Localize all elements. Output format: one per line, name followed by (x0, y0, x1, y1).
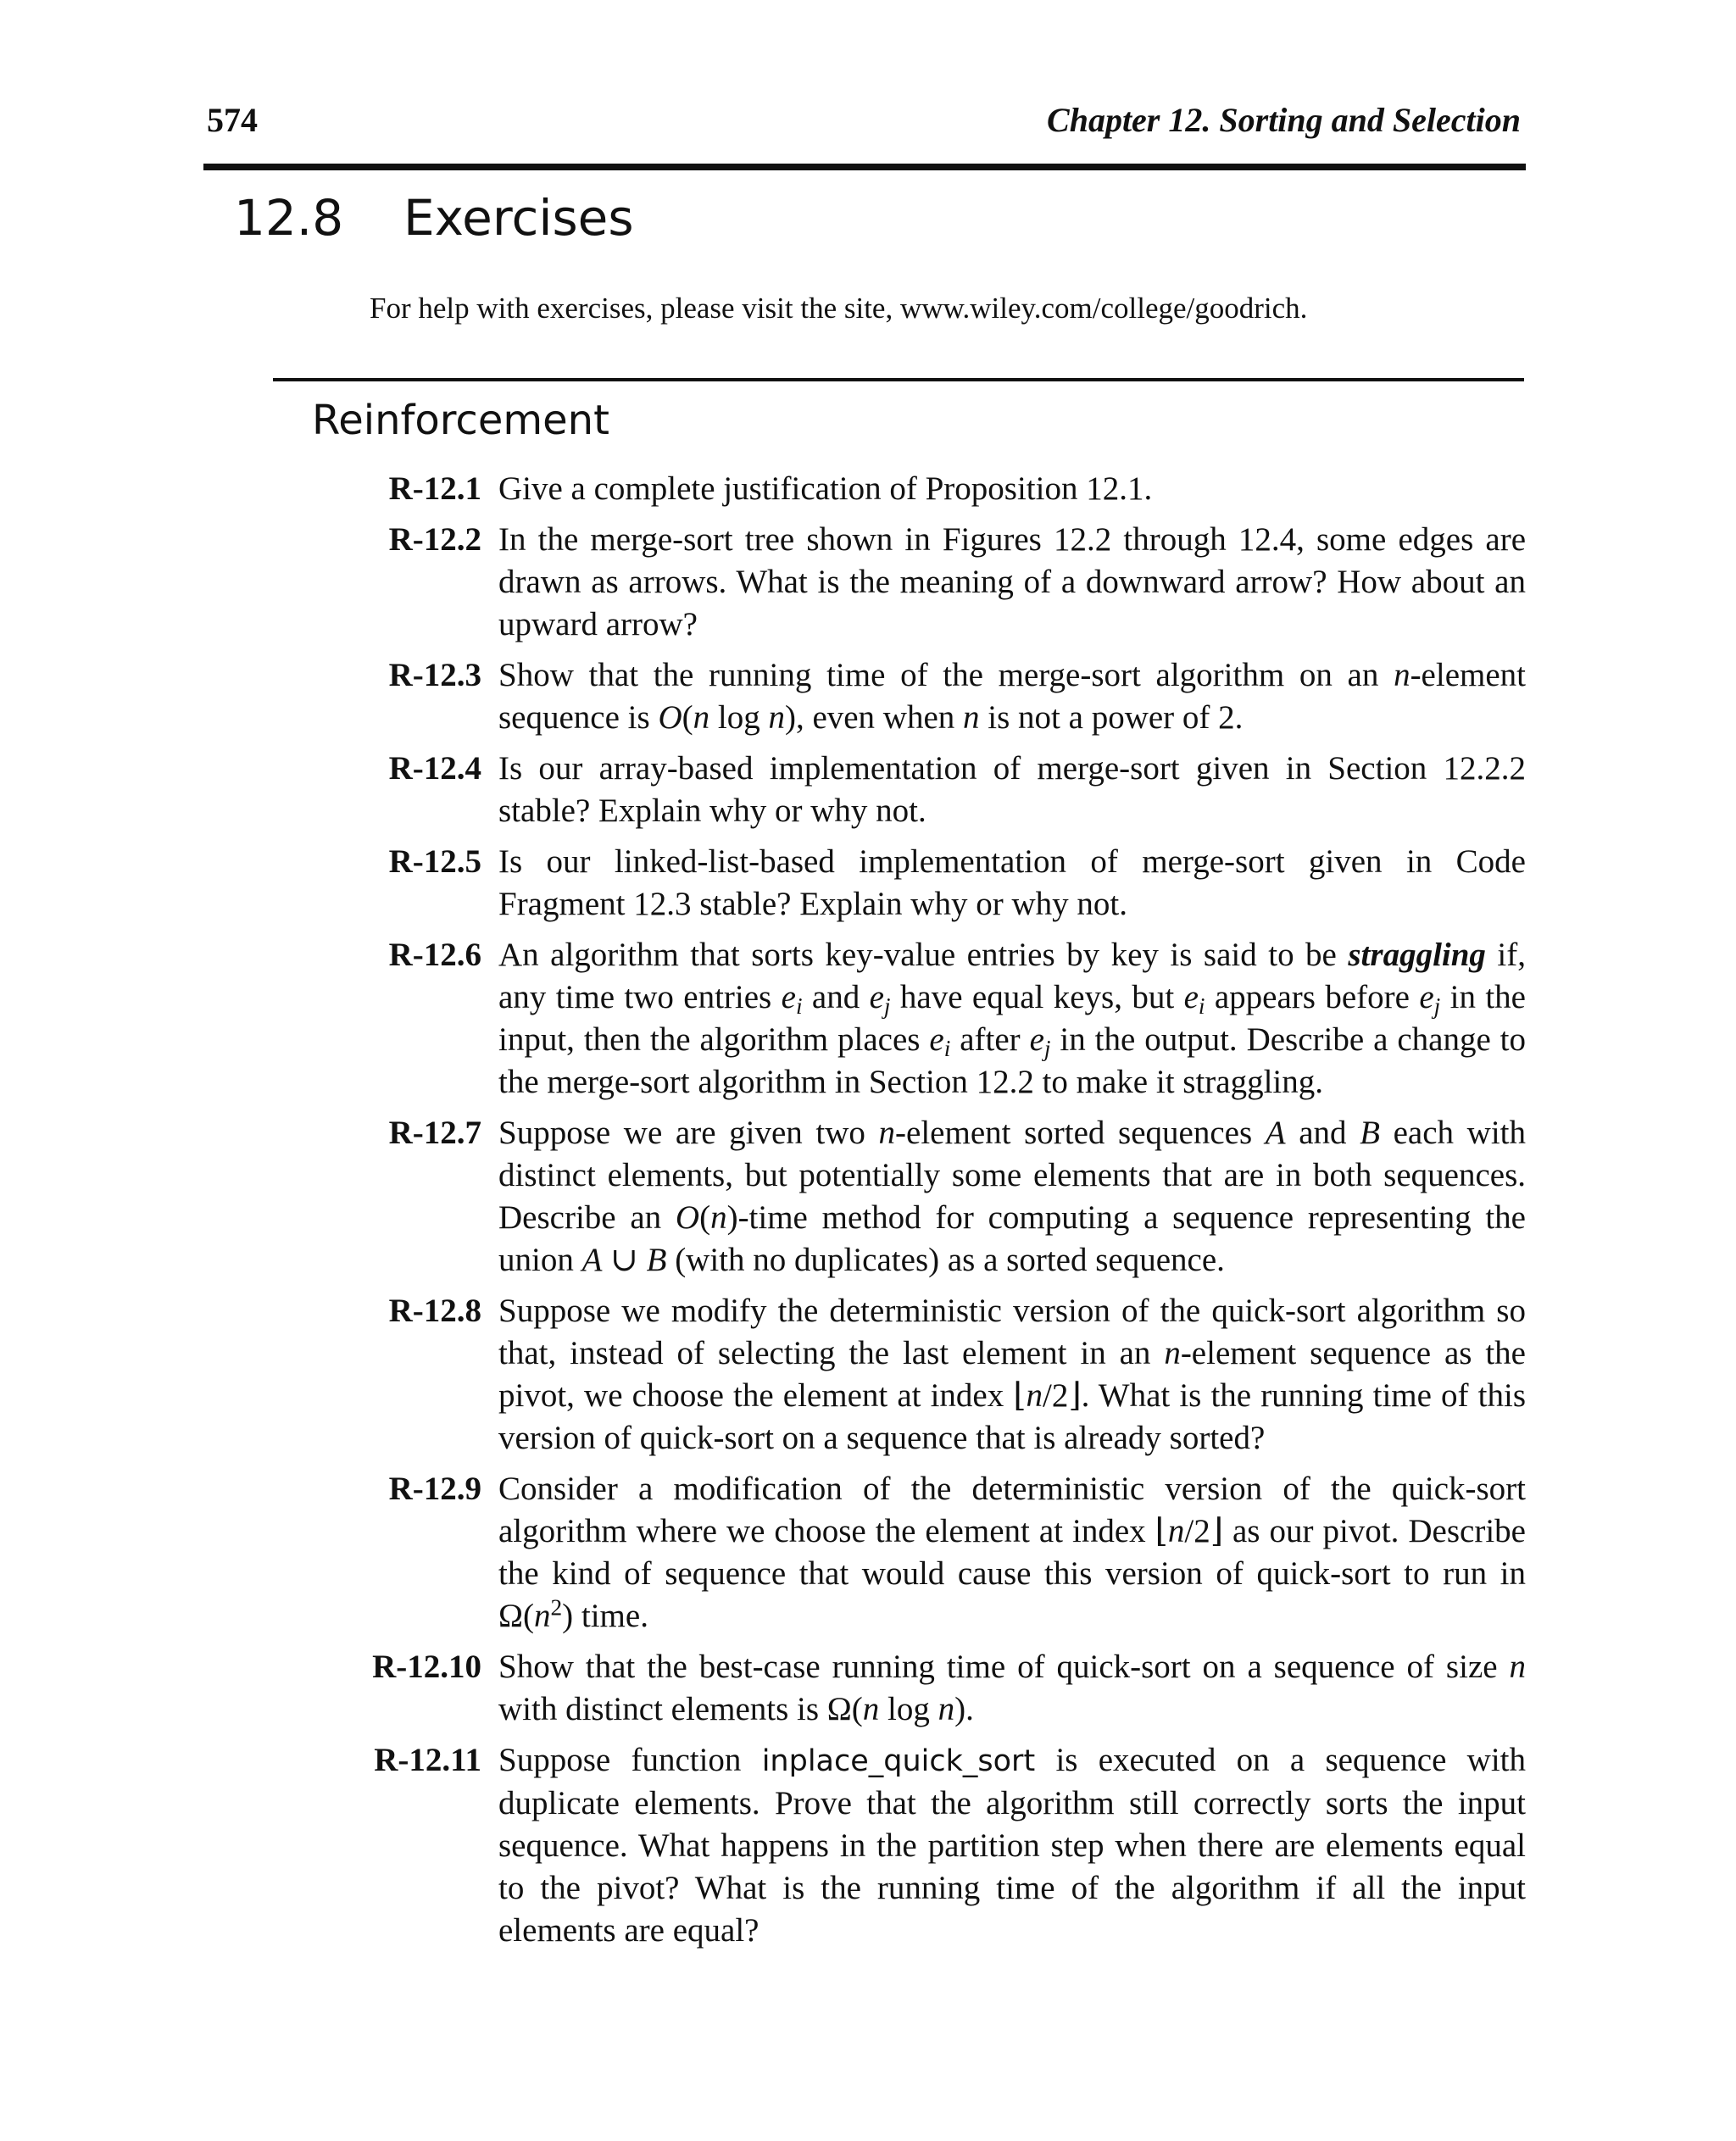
math-subscript: i (1198, 993, 1205, 1019)
math-var: n (533, 1598, 551, 1634)
exercise-text: appears before (1205, 979, 1420, 1015)
exercise-text: Show that the running time of the merge-sort algorithm on an (498, 657, 1394, 693)
math-var: n (1164, 1335, 1181, 1371)
exercise-text: after (950, 1021, 1030, 1058)
exercise-text: is executed on a sequence with duplicate elements. Prove that the algorithm still correctly sorts the input sequence. What happens in the partition step when there are elements equal to the pivot? What is the running time of the algorithm if all the input elements are equal? (498, 1742, 1526, 1949)
math-var: n (1509, 1649, 1526, 1685)
math-var: e (869, 979, 884, 1015)
section-title (234, 188, 634, 247)
math-var: n (710, 1199, 727, 1236)
exercise-text: An algorithm that sorts key-value entries by key is said to be (498, 937, 1349, 973)
math-var: n (693, 699, 710, 736)
exercise-text: Give a complete justification of Proposition 12.1. (498, 470, 1153, 507)
exercise-text: in the input, then the algorithm places (498, 979, 1526, 1058)
exercise-r-12-11 (356, 1739, 1526, 1952)
exercise-text: -element sequence as the pivot, we choose the element at index ⌊ (498, 1335, 1526, 1414)
math-var: B (646, 1242, 667, 1278)
math-subscript: j (883, 993, 891, 1019)
exercise-label: R-12.11 (374, 1742, 481, 1778)
exercise-label: R-12.5 (388, 843, 481, 880)
exercise-text: in the output. Describe a change to the merge-sort algorithm in Section 12.2 to make it straggling. (498, 1021, 1527, 1100)
exercise-text: In the merge-sort tree shown in Figures 12.2 through 12.4, some edges are drawn as arrows. What is the meaning of a downward arrow? How about an upward arrow? (498, 521, 1526, 642)
math-subscript: i (795, 993, 803, 1019)
exercise-label: R-12.3 (388, 657, 481, 693)
exercise-text: Suppose we are given two (498, 1115, 879, 1151)
exercise-r-12-1 (356, 468, 1526, 510)
math-var: e (929, 1021, 944, 1058)
exercise-text: (with no duplicates) as a sorted sequence. (666, 1242, 1225, 1278)
exercise-text: have equal keys, but (890, 979, 1184, 1015)
exercise-r-12-4 (356, 748, 1526, 832)
exercise-text: Consider a modification of the deterministic version of the quick-sort algorithm where we choose the element at index ⌊ (498, 1471, 1526, 1549)
subsection-title: Reinforcement (312, 397, 609, 444)
exercise-label: R-12.2 (388, 521, 481, 558)
exercise-text: ( (699, 1199, 711, 1236)
exercise-text: and (1285, 1115, 1360, 1151)
exercise-r-12-7 (356, 1112, 1526, 1282)
math-var: e (781, 979, 796, 1015)
math-subscript: j (1043, 1035, 1051, 1061)
math-var: n (938, 1691, 955, 1727)
math-var: n (963, 699, 980, 736)
math-var: e (1419, 979, 1434, 1015)
exercise-text: )-time method for computing a sequence representing the union (498, 1199, 1526, 1278)
math-var: n (862, 1691, 880, 1727)
exercise-label: R-12.6 (388, 937, 481, 973)
code-identifier: inplace_quick_sort (761, 1744, 1036, 1778)
exercise-text: ), even when (784, 699, 964, 736)
section-number: 12.8 (234, 189, 344, 247)
math-var: O (675, 1199, 700, 1236)
exercise-label: R-12.9 (388, 1471, 481, 1507)
math-var: n (1394, 657, 1410, 693)
emphasized-term: straggling (1348, 937, 1486, 973)
exercise-text: if, any time two entries (498, 937, 1527, 1015)
exercise-text: -element sequence is (498, 657, 1526, 736)
math-var: O (658, 699, 682, 736)
exercise-text: Is our array-based implementation of merge-sort given in Section 12.2.2 stable? Explain why or why not. (498, 750, 1526, 829)
exercise-text: ∪ (602, 1242, 647, 1278)
exercise-text: log (709, 699, 769, 736)
exercise-label: R-12.8 (388, 1293, 481, 1329)
exercise-text: Suppose we modify the deterministic version of the quick-sort algorithm so that, instead of selecting the last element in an (498, 1293, 1526, 1371)
math-var: n (1026, 1377, 1043, 1414)
exercise-text: Show that the best-case running time of quick-sort on a sequence of size (498, 1649, 1510, 1685)
exercise-label: R-12.10 (372, 1649, 481, 1685)
exercise-r-12-9 (356, 1468, 1526, 1638)
exercise-label: R-12.1 (388, 470, 481, 507)
exercise-text: /2⌋ as our pivot. Describe the kind of sequence that would cause this version of quick-sort to run in Ω( (498, 1513, 1526, 1634)
math-var: B (1360, 1115, 1380, 1151)
exercise-text: log (879, 1691, 938, 1727)
exercise-text: Suppose function (498, 1742, 762, 1778)
math-var: A (1265, 1115, 1286, 1151)
exercise-text: is not a power of 2. (979, 699, 1244, 736)
exercise-r-12-8 (356, 1290, 1526, 1460)
math-superscript: 2 (550, 1594, 563, 1621)
header-rule (203, 164, 1526, 170)
page-number: 574 (207, 101, 258, 139)
exercise-text: ) time. (562, 1598, 648, 1634)
exercise-r-12-6 (356, 934, 1526, 1104)
exercise-list (356, 468, 1526, 1960)
math-var: e (1183, 979, 1199, 1015)
exercise-text: with distinct elements is Ω( (498, 1691, 863, 1727)
exercise-r-12-2 (356, 519, 1526, 646)
subsection-rule (273, 378, 1524, 381)
running-head: Chapter 12. Sorting and Selection (1047, 101, 1521, 139)
exercise-text: /2⌋. What is the running time of this version of quick-sort on a sequence that is already sorted? (498, 1377, 1526, 1456)
math-var: n (878, 1115, 896, 1151)
exercise-text: Is our linked-list-based implementation of merge-sort given in Code Fragment 12.3 stable? Explain why or why not. (498, 843, 1526, 922)
exercise-label: R-12.7 (388, 1115, 481, 1151)
exercise-label: R-12.4 (388, 750, 481, 787)
math-subscript: i (943, 1035, 951, 1061)
section-name: Exercises (403, 189, 634, 247)
exercise-text: each with distinct elements, but potentially some elements that are in both sequences. Describe an (498, 1115, 1527, 1236)
help-text: For help with exercises, please visit the site, www.wiley.com/college/goodrich. (370, 292, 1308, 325)
exercise-text: ). (954, 1691, 974, 1727)
exercise-text: and (802, 979, 870, 1015)
exercise-r-12-5 (356, 841, 1526, 926)
math-var: A (581, 1242, 603, 1278)
math-var: n (1167, 1513, 1185, 1549)
math-var: n (768, 699, 785, 736)
math-var: e (1029, 1021, 1044, 1058)
exercise-text: -element sorted sequences (895, 1115, 1266, 1151)
exercise-r-12-10 (356, 1646, 1526, 1731)
exercise-text: ( (682, 699, 693, 736)
exercise-r-12-3 (356, 654, 1526, 739)
math-subscript: j (1433, 993, 1441, 1019)
